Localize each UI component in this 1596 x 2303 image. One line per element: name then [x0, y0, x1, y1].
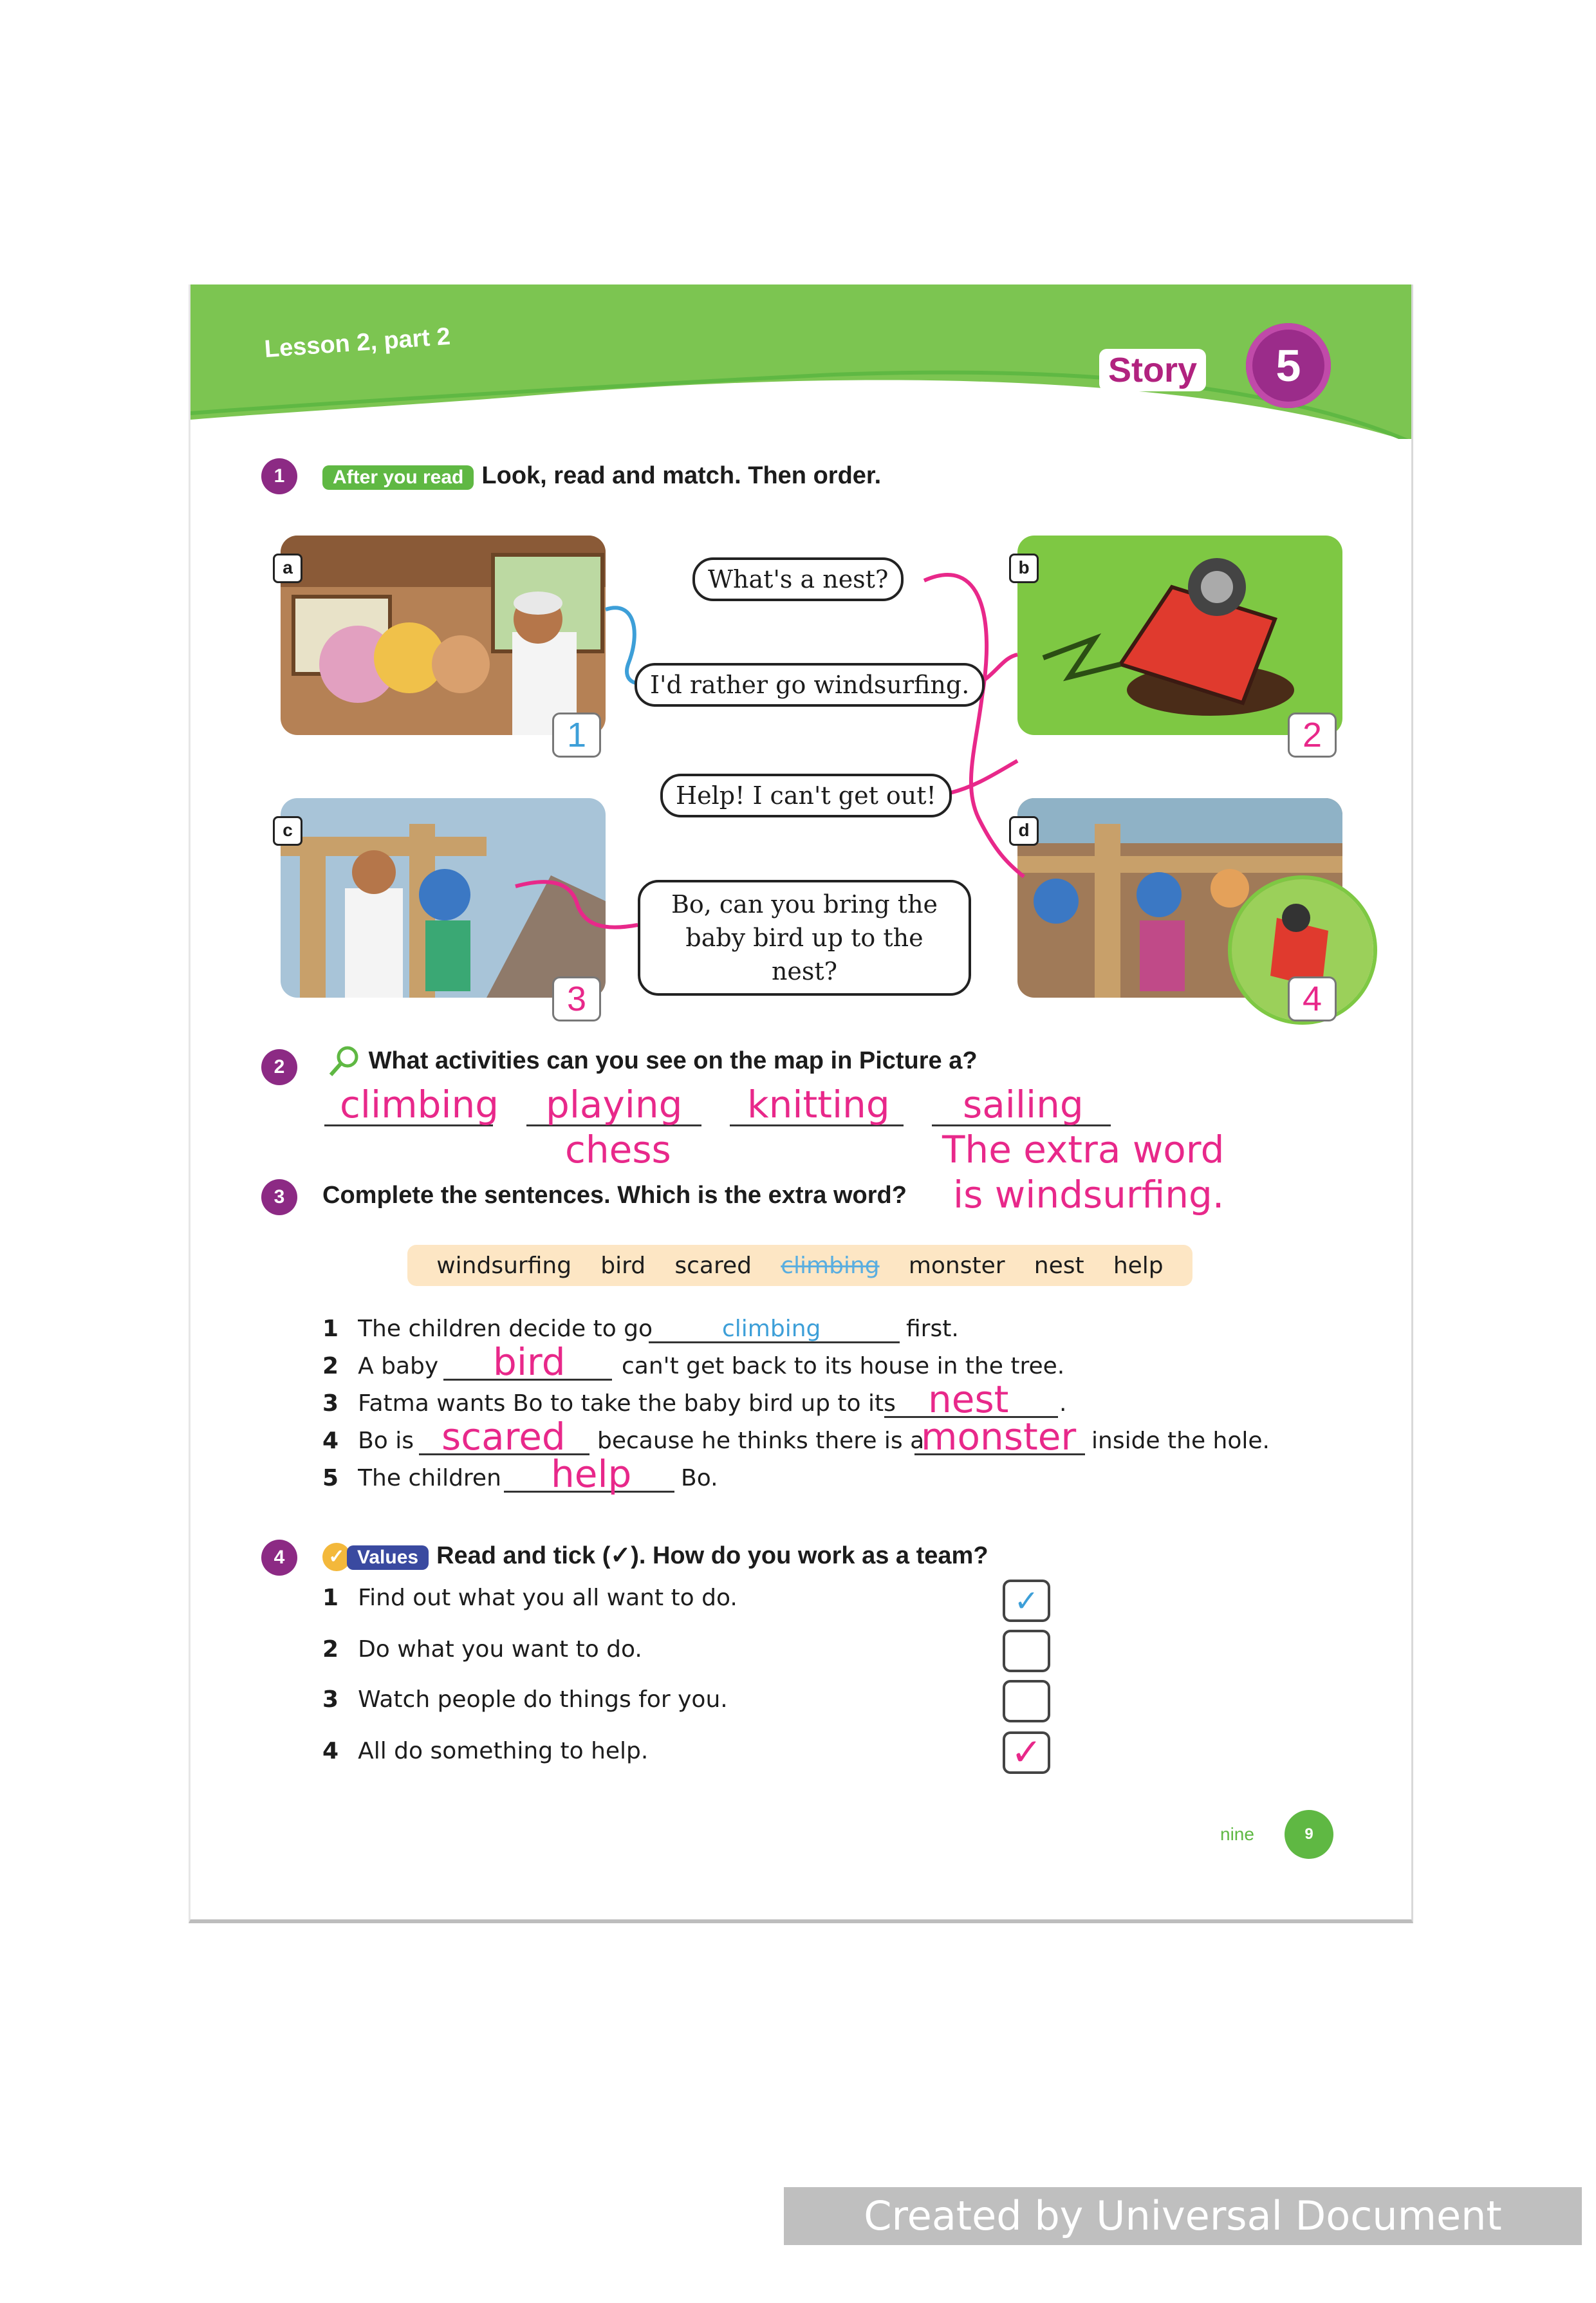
tick-item-2-number: 2 — [322, 1636, 339, 1663]
sentence-1 — [322, 1316, 653, 1342]
tick-box-2[interactable] — [1003, 1630, 1050, 1672]
sentence-1-end: first. — [906, 1316, 959, 1342]
exercise-4-instruction — [322, 1541, 988, 1571]
extra-word-note-2: is windsurfing. — [953, 1173, 1225, 1217]
sentence-1-number: 1 — [322, 1316, 339, 1342]
picture-c-illustration — [281, 798, 606, 998]
converter-watermark: Created by Universal Document Converter — [784, 2187, 1582, 2245]
sentence-5 — [322, 1465, 501, 1491]
tick-box-3[interactable] — [1003, 1680, 1050, 1722]
tick-item-3-text: Watch people do things for you. — [358, 1686, 728, 1713]
tick-item-4-number: 4 — [322, 1738, 339, 1764]
tick-item-1 — [322, 1585, 738, 1611]
tick-box-4[interactable]: ✓ — [1003, 1731, 1050, 1774]
sentence-4-end: inside the hole. — [1091, 1428, 1270, 1454]
tick-item-2-text: Do what you want to do. — [358, 1636, 642, 1663]
tick-item-1-number: 1 — [322, 1585, 339, 1611]
exercise-1-text: Look, read and match. Then order. — [481, 462, 882, 489]
tick-item-4 — [322, 1738, 648, 1764]
answer-climbing: climbing — [340, 1083, 499, 1126]
exercise-2-instruction — [326, 1044, 978, 1080]
word-help: help — [1113, 1252, 1164, 1279]
lesson-label: Lesson 2, part 2 — [263, 322, 452, 363]
answer-playing: playing — [546, 1083, 683, 1126]
header-wave — [190, 284, 1411, 439]
picture-d-letter: d — [1009, 816, 1039, 846]
picture-d-order-box[interactable]: 4 — [1288, 976, 1337, 1021]
picture-b-order-box[interactable]: 2 — [1288, 713, 1337, 758]
word-bird: bird — [600, 1252, 646, 1279]
tick-item-3 — [322, 1686, 728, 1713]
sentence-2 — [322, 1353, 438, 1379]
sentence-1-answer: climbing — [722, 1316, 821, 1342]
picture-c — [281, 798, 606, 998]
picture-a — [281, 536, 606, 735]
picture-b-letter: b — [1009, 554, 1039, 583]
exercise-4-number: 4 — [261, 1540, 297, 1576]
magnifier-icon — [326, 1044, 362, 1080]
workbook-page — [189, 284, 1413, 1923]
sentence-5-number: 5 — [322, 1465, 339, 1491]
sentence-5-start: The children — [358, 1465, 501, 1491]
word-monster: monster — [908, 1252, 1005, 1279]
tick-item-4-text: All do something to help. — [358, 1738, 649, 1764]
sentence-3 — [322, 1390, 896, 1417]
word-bank — [407, 1245, 1192, 1286]
picture-b — [1017, 536, 1342, 735]
exercise-4-text: Read and tick (✓). How do you work as a team? — [436, 1542, 988, 1569]
exercise-2-number: 2 — [261, 1049, 297, 1085]
sentence-4-middle: because he thinks there is a — [597, 1428, 925, 1454]
sentence-2-answer: bird — [493, 1340, 566, 1384]
word-nest: nest — [1034, 1252, 1084, 1279]
header-band — [190, 284, 1411, 439]
sentence-3-start: Fatma wants Bo to take the baby bird up to its — [358, 1390, 896, 1417]
picture-a-order-box[interactable]: 1 — [552, 713, 601, 758]
sentence-4-answer-2: monster — [921, 1415, 1077, 1459]
picture-b-illustration — [1017, 536, 1342, 735]
after-you-read-tag: After you read — [322, 465, 474, 490]
picture-c-order-box[interactable]: 3 — [552, 976, 601, 1021]
tick-item-1-text: Find out what you all want to do. — [358, 1585, 738, 1611]
sentence-4-start: Bo is — [358, 1428, 414, 1454]
word-climbing-crossed: climbing — [781, 1252, 880, 1279]
sentence-4-number: 4 — [322, 1428, 339, 1454]
story-label: Story — [1099, 349, 1206, 391]
sentence-2-number: 2 — [322, 1353, 339, 1379]
picture-c-letter: c — [273, 816, 302, 846]
unit-number-badge: 5 — [1246, 323, 1331, 408]
sentence-3-end: . — [1059, 1390, 1067, 1417]
exercise-2-text: What activities can you see on the map in Picture a? — [368, 1047, 978, 1075]
sentence-5-end: Bo. — [681, 1465, 718, 1491]
values-check-icon: ✓ — [322, 1543, 351, 1571]
sentence-2-end: can't get back to its house in the tree. — [622, 1353, 1065, 1379]
sentence-4 — [322, 1428, 414, 1454]
exercise-3-instruction: Complete the sentences. Which is the extra word? — [322, 1182, 907, 1209]
tick-item-3-number: 3 — [322, 1686, 339, 1713]
sentence-5-answer: help — [551, 1452, 632, 1496]
word-windsurfing: windsurfing — [436, 1252, 572, 1279]
answer-knitting: knitting — [747, 1083, 890, 1126]
speech-bubble-3: Help! I can't get out! — [660, 774, 952, 817]
answer-sailing: sailing — [963, 1083, 1084, 1126]
page-number-word: nine — [1220, 1824, 1254, 1844]
sentence-4-answer-1: scared — [441, 1415, 566, 1459]
sentence-1-start: The children decide to go — [358, 1316, 653, 1342]
exercise-3-number: 3 — [261, 1179, 297, 1215]
sentence-3-number: 3 — [322, 1390, 339, 1417]
sentence-2-start: A baby — [358, 1353, 439, 1379]
speech-bubble-4: Bo, can you bring the baby bird up to the nest? — [638, 880, 971, 996]
exercise-1-instruction — [322, 462, 881, 490]
extra-word-note-1: The extra word — [942, 1128, 1225, 1171]
sentence-3-answer: nest — [928, 1377, 1009, 1421]
tick-box-1[interactable]: ✓ — [1003, 1580, 1050, 1622]
tick-item-2 — [322, 1636, 642, 1663]
picture-a-letter: a — [273, 554, 302, 583]
page-number-badge: 9 — [1285, 1810, 1333, 1859]
answer-chess: chess — [565, 1128, 671, 1171]
speech-bubble-1: What's a nest? — [692, 557, 904, 601]
word-scared: scared — [674, 1252, 752, 1279]
picture-a-illustration — [281, 536, 606, 735]
speech-bubble-2: I'd rather go windsurfing. — [635, 663, 985, 707]
exercise-1-number: 1 — [261, 458, 297, 494]
values-tag: Values — [347, 1545, 429, 1570]
